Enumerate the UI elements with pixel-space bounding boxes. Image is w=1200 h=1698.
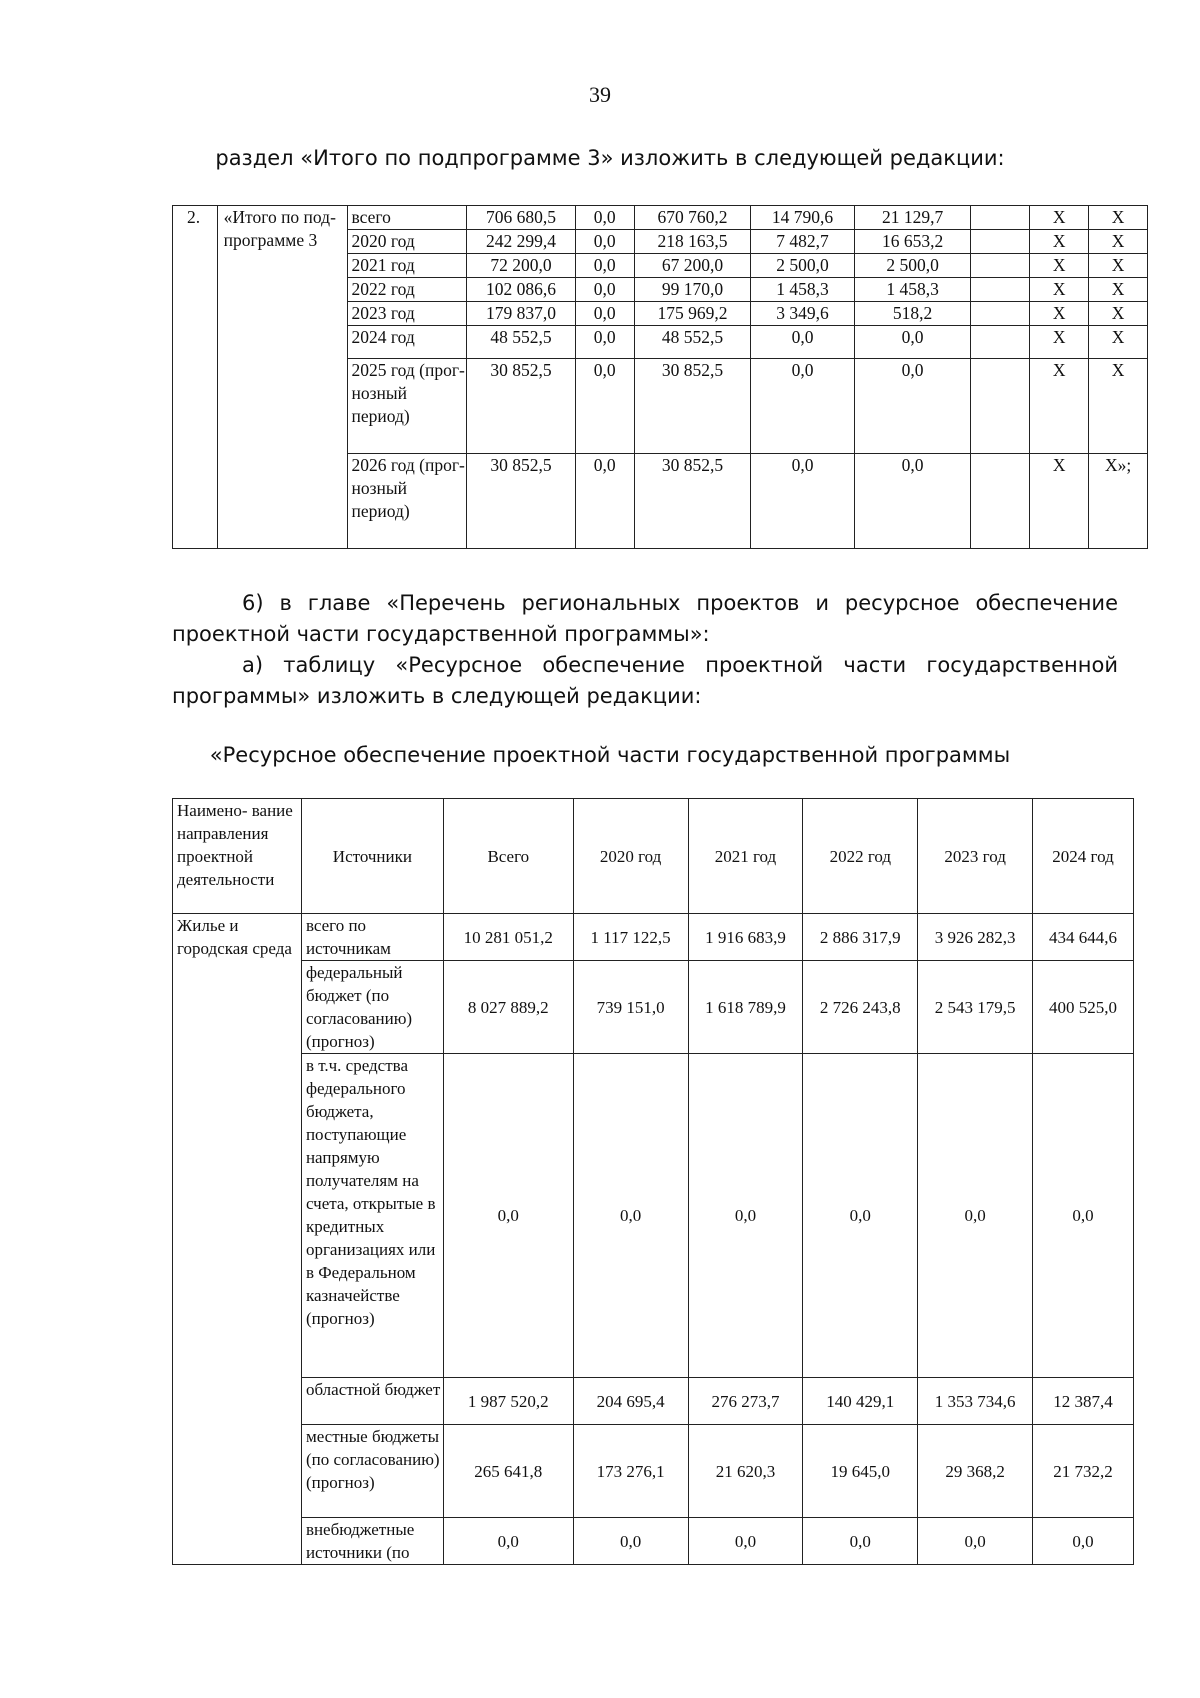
value-cell: 19 645,0: [803, 1425, 918, 1518]
value-cell: 179 837,0: [467, 302, 576, 326]
table-title: «Ресурсное обеспечение проектной части государственной программы: [209, 743, 1011, 767]
source-cell: внебюджетные источники (по: [301, 1518, 443, 1565]
value-cell: [971, 326, 1030, 359]
value-cell: 1 987 520,2: [443, 1378, 573, 1425]
value-cell: [971, 359, 1030, 454]
table-row: [173, 206, 1148, 230]
value-cell: 276 273,7: [688, 1378, 803, 1425]
value-cell: Х: [1030, 230, 1089, 254]
value-cell: 99 170,0: [634, 278, 751, 302]
value-cell: 0,0: [575, 326, 634, 359]
value-cell: Х: [1030, 206, 1089, 230]
value-cell: 739 151,0: [573, 961, 688, 1054]
source-cell: областной бюджет: [301, 1378, 443, 1425]
value-cell: 0,0: [918, 1518, 1033, 1565]
value-cell: 0,0: [443, 1518, 573, 1565]
value-cell: 1 458,3: [751, 278, 854, 302]
period-cell: 2024 год: [347, 326, 467, 359]
value-cell: 175 969,2: [634, 302, 751, 326]
value-cell: 2 886 317,9: [803, 914, 918, 961]
section-heading: раздел «Итого по подпрограмме 3» изложить в следующей редакции:: [215, 146, 1005, 170]
value-cell: 48 552,5: [634, 326, 751, 359]
value-cell: 102 086,6: [467, 278, 576, 302]
header-row: [173, 799, 1134, 914]
value-cell: 72 200,0: [467, 254, 576, 278]
value-cell: 0,0: [575, 359, 634, 454]
value-cell: 3 926 282,3: [918, 914, 1033, 961]
source-cell: федеральный бюджет (по согласованию) (прогноз): [301, 961, 443, 1054]
value-cell: 0,0: [854, 326, 971, 359]
value-cell: 10 281 051,2: [443, 914, 573, 961]
value-cell: Х: [1089, 326, 1148, 359]
value-cell: 3 349,6: [751, 302, 854, 326]
period-cell: всего: [347, 206, 467, 230]
value-cell: 30 852,5: [467, 359, 576, 454]
table-row: [173, 914, 1134, 961]
direction-cell: Жилье и городская среда: [173, 914, 302, 1565]
value-cell: 242 299,4: [467, 230, 576, 254]
value-cell: Х: [1089, 230, 1148, 254]
value-cell: 0,0: [575, 206, 634, 230]
value-cell: 204 695,4: [573, 1378, 688, 1425]
period-cell: 2022 год: [347, 278, 467, 302]
value-cell: [971, 230, 1030, 254]
value-cell: Х: [1089, 359, 1148, 454]
value-cell: 173 276,1: [573, 1425, 688, 1518]
table-row: [173, 1425, 1134, 1518]
column-header: Наимено- вание направления проектной деятельности: [173, 799, 302, 914]
value-cell: [971, 278, 1030, 302]
value-cell: Х: [1089, 278, 1148, 302]
value-cell: 30 852,5: [467, 454, 576, 549]
page-number: 39: [589, 82, 611, 107]
value-cell: [971, 302, 1030, 326]
paragraph-a-text: а) таблицу «Ресурсное обеспечение проектной части государственной программы» изложить в следующей редакции:: [172, 653, 1118, 708]
value-cell: 12 387,4: [1033, 1378, 1134, 1425]
value-cell: 8 027 889,2: [443, 961, 573, 1054]
value-cell: 0,0: [688, 1518, 803, 1565]
value-cell: 518,2: [854, 302, 971, 326]
value-cell: 14 790,6: [751, 206, 854, 230]
source-cell: всего по источникам: [301, 914, 443, 961]
paragraph-6-text: 6) в главе «Перечень региональных проектов и ресурсное обеспечение проектной части государственной программы»:: [172, 591, 1118, 646]
period-cell: 2020 год: [347, 230, 467, 254]
value-cell: 434 644,6: [1033, 914, 1134, 961]
value-cell: 30 852,5: [634, 359, 751, 454]
value-cell: 2 726 243,8: [803, 961, 918, 1054]
value-cell: 265 641,8: [443, 1425, 573, 1518]
value-cell: 1 458,3: [854, 278, 971, 302]
paragraph-6: [172, 588, 1118, 650]
value-cell: 140 429,1: [803, 1378, 918, 1425]
value-cell: 0,0: [575, 278, 634, 302]
value-cell: 0,0: [575, 302, 634, 326]
value-cell: 0,0: [803, 1518, 918, 1565]
value-cell: 16 653,2: [854, 230, 971, 254]
value-cell: 0,0: [575, 254, 634, 278]
value-cell: Х: [1030, 254, 1089, 278]
value-cell: 67 200,0: [634, 254, 751, 278]
paragraph-a: [172, 650, 1118, 712]
value-cell: 0,0: [575, 454, 634, 549]
row-number-cell: 2.: [173, 206, 218, 549]
value-cell: Х: [1030, 454, 1089, 549]
value-cell: 0,0: [1033, 1518, 1134, 1565]
column-header: Всего: [443, 799, 573, 914]
value-cell: 0,0: [854, 359, 971, 454]
value-cell: Х: [1030, 326, 1089, 359]
value-cell: 400 525,0: [1033, 961, 1134, 1054]
value-cell: Х: [1089, 302, 1148, 326]
value-cell: 1 353 734,6: [918, 1378, 1033, 1425]
value-cell: 0,0: [573, 1054, 688, 1378]
value-cell: 0,0: [803, 1054, 918, 1378]
source-cell: в т.ч. средства федерального бюджета, поступающие напрямую получателям на счета, открытые в кредитных организациях или в Федеральном казначействе (прогноз): [301, 1054, 443, 1378]
value-cell: [971, 254, 1030, 278]
value-cell: 21 129,7: [854, 206, 971, 230]
column-header: 2020 год: [573, 799, 688, 914]
value-cell: 0,0: [918, 1054, 1033, 1378]
value-cell: 670 760,2: [634, 206, 751, 230]
value-cell: 218 163,5: [634, 230, 751, 254]
source-cell: местные бюджеты (по согласованию) (прогноз): [301, 1425, 443, 1518]
value-cell: Х: [1030, 359, 1089, 454]
column-header: 2022 год: [803, 799, 918, 914]
value-cell: Х: [1089, 206, 1148, 230]
value-cell: 2 500,0: [751, 254, 854, 278]
value-cell: Х»;: [1089, 454, 1148, 549]
value-cell: 0,0: [751, 359, 854, 454]
column-header: 2024 год: [1033, 799, 1134, 914]
period-cell: 2026 год (прог- нозный период): [347, 454, 467, 549]
column-header: 2023 год: [918, 799, 1033, 914]
value-cell: 2 543 179,5: [918, 961, 1033, 1054]
value-cell: 0,0: [573, 1518, 688, 1565]
subprogram-total-table: [172, 205, 1148, 549]
value-cell: 2 500,0: [854, 254, 971, 278]
value-cell: 1 916 683,9: [688, 914, 803, 961]
value-cell: Х: [1030, 278, 1089, 302]
period-cell: 2021 год: [347, 254, 467, 278]
value-cell: Х: [1030, 302, 1089, 326]
resource-provision-table: [172, 798, 1134, 1565]
value-cell: 0,0: [443, 1054, 573, 1378]
value-cell: 48 552,5: [467, 326, 576, 359]
value-cell: Х: [1089, 254, 1148, 278]
row-name-cell: «Итого по под- программе 3: [217, 206, 347, 549]
table-row: [173, 1054, 1134, 1378]
value-cell: 0,0: [1033, 1054, 1134, 1378]
value-cell: 0,0: [751, 326, 854, 359]
table-row: [173, 961, 1134, 1054]
value-cell: [971, 206, 1030, 230]
column-header: 2021 год: [688, 799, 803, 914]
period-cell: 2023 год: [347, 302, 467, 326]
value-cell: 29 368,2: [918, 1425, 1033, 1518]
period-cell: 2025 год (прог- нозный период): [347, 359, 467, 454]
value-cell: 706 680,5: [467, 206, 576, 230]
value-cell: 30 852,5: [634, 454, 751, 549]
value-cell: 0,0: [688, 1054, 803, 1378]
column-header: Источники: [301, 799, 443, 914]
table-row: [173, 1378, 1134, 1425]
value-cell: 0,0: [575, 230, 634, 254]
value-cell: 21 620,3: [688, 1425, 803, 1518]
table-row: [173, 1518, 1134, 1565]
value-cell: 7 482,7: [751, 230, 854, 254]
value-cell: 1 117 122,5: [573, 914, 688, 961]
value-cell: 21 732,2: [1033, 1425, 1134, 1518]
value-cell: 0,0: [854, 454, 971, 549]
value-cell: 1 618 789,9: [688, 961, 803, 1054]
value-cell: [971, 454, 1030, 549]
value-cell: 0,0: [751, 454, 854, 549]
